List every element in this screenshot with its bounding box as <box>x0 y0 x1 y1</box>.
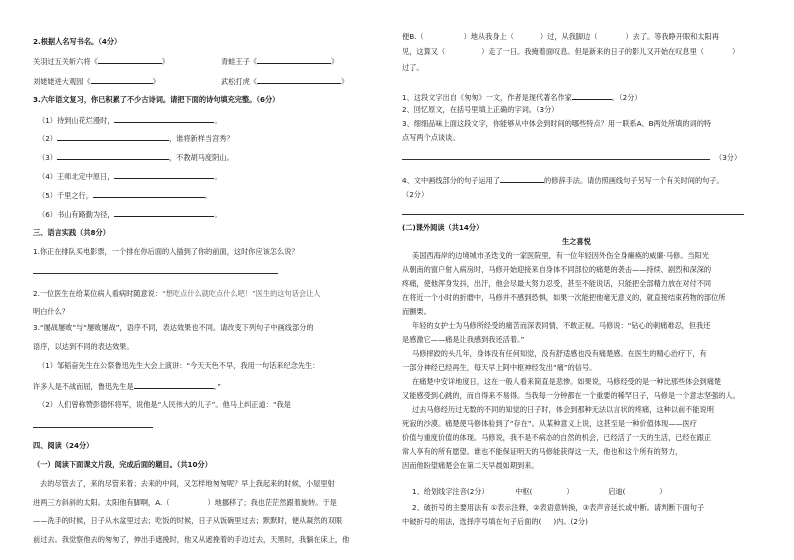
answer-blank[interactable] <box>134 381 214 389</box>
story-line: 从朝南的窗户射入病房时，马修开始迎接来自身体不同部位的痛楚的袭击——持续、剧烈和深深的 <box>402 265 712 274</box>
punct: 。” <box>213 382 221 391</box>
answer-blank[interactable] <box>257 56 331 64</box>
passage-line-4: 前过去。我觉察他去的匆匆了，伸出手遮挽时，他又从遮挽着的手边过去，天黑时，我躺在床上，他 <box>33 535 350 544</box>
bracket: ） <box>659 487 667 496</box>
poem-text: （1）待到山花烂漫时， <box>38 116 115 125</box>
punct: 。 <box>214 172 222 181</box>
q-text: )内。(2分) <box>553 517 588 526</box>
bracket: 》 <box>152 77 160 86</box>
question-3: 3、细细品味上面这段文字，你能够从中体会到时间的哪些特点？用一联系A、B两处所填的词的特 <box>402 119 712 128</box>
book-prompt-guanyu: 关羽过五关斩六将《 <box>33 57 98 66</box>
q2-row-1 <box>33 56 169 65</box>
passage-cont-1 <box>402 33 719 40</box>
passage-text: ）走了一日。我掩着面叹息。但是新来的日子的影儿又开始在叹息里（ <box>481 47 704 56</box>
passage-text: 见，这算又（ <box>402 47 446 56</box>
q3-title: 3.六年语文复习，你已积累了不少古诗词。请把下面的诗句填充完整。（6分） <box>33 95 280 104</box>
answer-line[interactable] <box>33 427 153 428</box>
word-zhongshu: 中枢( <box>515 487 533 496</box>
story-line: 而颤栗。 <box>402 307 431 316</box>
poem-line-3 <box>38 152 234 161</box>
story-line: 马修摔跤的头几年，身体没有任何知觉，没有舒适感也没有痛楚感。在医生的精心治疗下，有 <box>412 349 707 358</box>
extra-reading-title: (二)课外阅读（共14分） <box>402 223 484 232</box>
score: 。（2分） <box>611 93 642 102</box>
story-line: 在痛楚中安详地度日，这在一般人看来简直是悲惨。如果说，马修经受的是一种比那些体会到痛楚 <box>412 377 722 386</box>
poem-line-2 <box>38 133 234 142</box>
poem-text: （2） <box>38 134 57 143</box>
section-4-title: 四、阅读（24分） <box>33 441 94 450</box>
answer-blank[interactable] <box>114 115 214 123</box>
poem-text: ，谁将新样当宫秀？ <box>168 134 234 143</box>
quoted-text: “想吃点什么就吃点什么吧！”医生的这句话会让人 <box>162 289 321 298</box>
reading-1-title: （一）阅读下面课文片段，完成后面的题目。（共10分） <box>33 460 212 469</box>
practice-q3-cont: 语序，以达到不同的表达效果。 <box>33 342 134 351</box>
word-qidi: 启迪( <box>608 487 626 496</box>
practice-q3-1: （1）邹韬奋先生在公祭鲁迅先生大会上演讲：“今天天色不早，我用一句话来纪念先生： <box>38 361 320 370</box>
punct: 。 <box>214 116 222 125</box>
answer-blank[interactable] <box>114 171 214 179</box>
answer-blank[interactable] <box>93 190 205 198</box>
bracket: ） <box>566 487 574 496</box>
practice-q3: 3.“屡战屡败”与“屡败屡战”，语序不同，表达效果也不同。请改变下列句子中画线部分的 <box>33 323 314 332</box>
story-question-2: 2、破折号的主要用法有 ①表示注释，②表语意转换，③表声音延长或中断。请判断下面句子 <box>412 503 705 512</box>
answer-blank[interactable] <box>91 76 153 84</box>
passage-line-3: ——洗手的时候，日子从水盆里过去；吃饭的时候，日子从饭碗里过去；默默时，便从凝然的双眼 <box>33 516 343 525</box>
passage-text: ）地挪移了；我也茫茫然跟着旋转。于是 <box>207 498 337 507</box>
story-line: 价值与重度价值的体现。马修说，我不是不病态的自然的机会，已经活了一天的生活，已经在跟正 <box>402 433 712 442</box>
story-line: 又能感受到心跳的，而自得来不易得。当我每一分钟都在一个重要的稀罕日子，马修是一个意志坚强的人。 <box>402 391 740 400</box>
passage-text: ） <box>731 47 740 56</box>
passage-text: ）去了。等我睁开眼和太阳再 <box>625 32 719 41</box>
q2-row-2 <box>33 76 160 85</box>
passage-text: ）地从我身上（ <box>463 32 514 41</box>
story-line: 常人享有的所有愿望。谁也不能保证明天的马修能获得这一天，他也和这个所有的努力， <box>402 447 683 456</box>
q-text: 1、给划线字注音(2分） <box>412 487 489 496</box>
story-line: 过去马修经历过无数的不同的知觉的日子时，体会到那种无法以言状的疼痛，这种以前不能说明 <box>412 405 714 414</box>
passage-cont-2 <box>402 48 739 55</box>
q-text: 许多人是不战而屈，鲁迅先生是 <box>33 382 134 391</box>
poem-text: ，不教胡马度阴山。 <box>168 153 234 162</box>
q-text: 的修辞手法。请仿照画线句子另写一个有关时间的句子。 <box>544 176 724 185</box>
poem-text: （4）王师北定中原日， <box>38 172 115 181</box>
answer-blank[interactable] <box>572 92 612 100</box>
passage-line-1: 去的尽管去了，来的尽管来着；去来的中间，又怎样地匆匆呢？早上我起来的时候，小屋里射 <box>40 479 335 488</box>
question-2: 2、回忆原文，在括号里填上正确的字词。（3分） <box>402 105 559 114</box>
practice-q2 <box>33 290 320 297</box>
answer-line[interactable] <box>402 214 744 215</box>
question-4 <box>402 175 724 184</box>
poem-text: （3） <box>38 153 57 162</box>
practice-q2-cont: 明白什么？ <box>33 307 69 316</box>
q-text: 中破折号的用法，选择序号填在句子后面的( <box>402 517 542 526</box>
passage-text: 进两三方斜斜的太阳。太阳他有脚啊，A.（ <box>33 498 170 507</box>
story-question-1 <box>412 488 667 495</box>
passage-text: ）过，从我脚边（ <box>539 32 598 41</box>
punct: 。 <box>204 191 213 200</box>
q2-title: 2.根据人名写书名。（4分） <box>33 37 122 46</box>
question-3-score: （3分） <box>715 153 742 162</box>
answer-blank[interactable] <box>257 76 341 84</box>
poem-line-5 <box>38 190 212 199</box>
q-text: 2.一位医生在给某位病人看病时随意说： <box>33 289 163 298</box>
answer-line[interactable] <box>33 273 278 274</box>
bracket: 》 <box>161 57 169 66</box>
section-3-title: 三、语言实践（共8分） <box>33 228 110 237</box>
practice-q3-2: （2）人们曾称赞彭德怀将军，说他是“人民伟大的儿子”。他马上纠正道：“我是 <box>38 400 291 409</box>
story-line: 疼痛，使他浑身发抖，出汗，他会尽最大努力忍受，甚至不能说话，只能把全部精力放在对付不同 <box>402 279 712 288</box>
book-prompt-liulaolao: 刘姥姥进大观园《 <box>33 77 91 86</box>
poem-line-6 <box>38 209 222 218</box>
answer-blank[interactable] <box>500 175 544 183</box>
passage-cont-3: 过了。 <box>402 63 424 72</box>
bracket: 》 <box>340 77 349 86</box>
story-line: 美国西海岸的边境城市圣迭戈的一家医院里，有一位年轻因外伤全身瘫痪的威廉·马修。当阳光 <box>412 251 709 260</box>
bracket: 》 <box>330 57 339 66</box>
story-question-2-cont <box>402 518 588 525</box>
story-line: 因而他盼望痛楚会在第二天早晨如期到来。 <box>402 461 539 470</box>
passage-line-2 <box>33 499 337 506</box>
answer-blank[interactable] <box>57 152 169 160</box>
q-text: 4、文中画线部分的句子运用了 <box>402 176 501 185</box>
practice-q1: 1.你正在排队买电影票，一个排在你后面的人插到了你的前面，这时你应该怎么说？ <box>33 247 299 256</box>
poem-line-1 <box>38 115 222 124</box>
answer-blank[interactable] <box>114 209 214 217</box>
question-4-score: （2分） <box>402 190 429 199</box>
question-1 <box>402 92 642 101</box>
poem-text: （5）千里之行， <box>38 191 93 200</box>
story-line: 在将近一个小时的折磨中，马修并不感到恐惧，如果一次能把他毫无意义的，就直接结束药物的部位所 <box>402 293 726 302</box>
question-3-cont: 点写两个点谈谈。 <box>402 133 460 142</box>
q-text: 1、这段文字出自《匆匆》一文，作者是现代著名作家 <box>402 93 572 102</box>
story-line: 年轻的女护士为马修所经受的痛苦而深表同情，不敢正视。马修说：“钻心的刺痛难忍，但我还 <box>412 321 711 330</box>
practice-q3-1-cont <box>33 381 221 390</box>
story-line: 是感激它——痛是让我感到我还活着。” <box>402 335 525 344</box>
answer-blank[interactable] <box>98 56 162 64</box>
passage-text: 便B.（ <box>402 32 424 41</box>
story-line: 一部分神经已经再生，每天早上阿中枢神经发出“痛”的信号。 <box>402 363 597 372</box>
story-title: 生之喜悦 <box>562 237 591 246</box>
poem-text: （6）书山有路勤为径， <box>38 210 115 219</box>
punct: 。 <box>214 210 222 219</box>
story-line: 死寂的沙漠。痛楚使马修体验到了“存在”。从某种意义上说，这甚至是一种价值体现——医疗 <box>402 419 697 428</box>
poem-line-4 <box>38 171 222 180</box>
book-prompt-frog: 青蛙王子《 <box>221 57 257 66</box>
answer-line[interactable] <box>402 159 710 160</box>
answer-blank[interactable] <box>57 133 169 141</box>
book-prompt-wusong: 武松打虎《 <box>221 77 257 86</box>
q2-row-2b <box>221 76 348 85</box>
q2-row-1b <box>221 56 338 65</box>
